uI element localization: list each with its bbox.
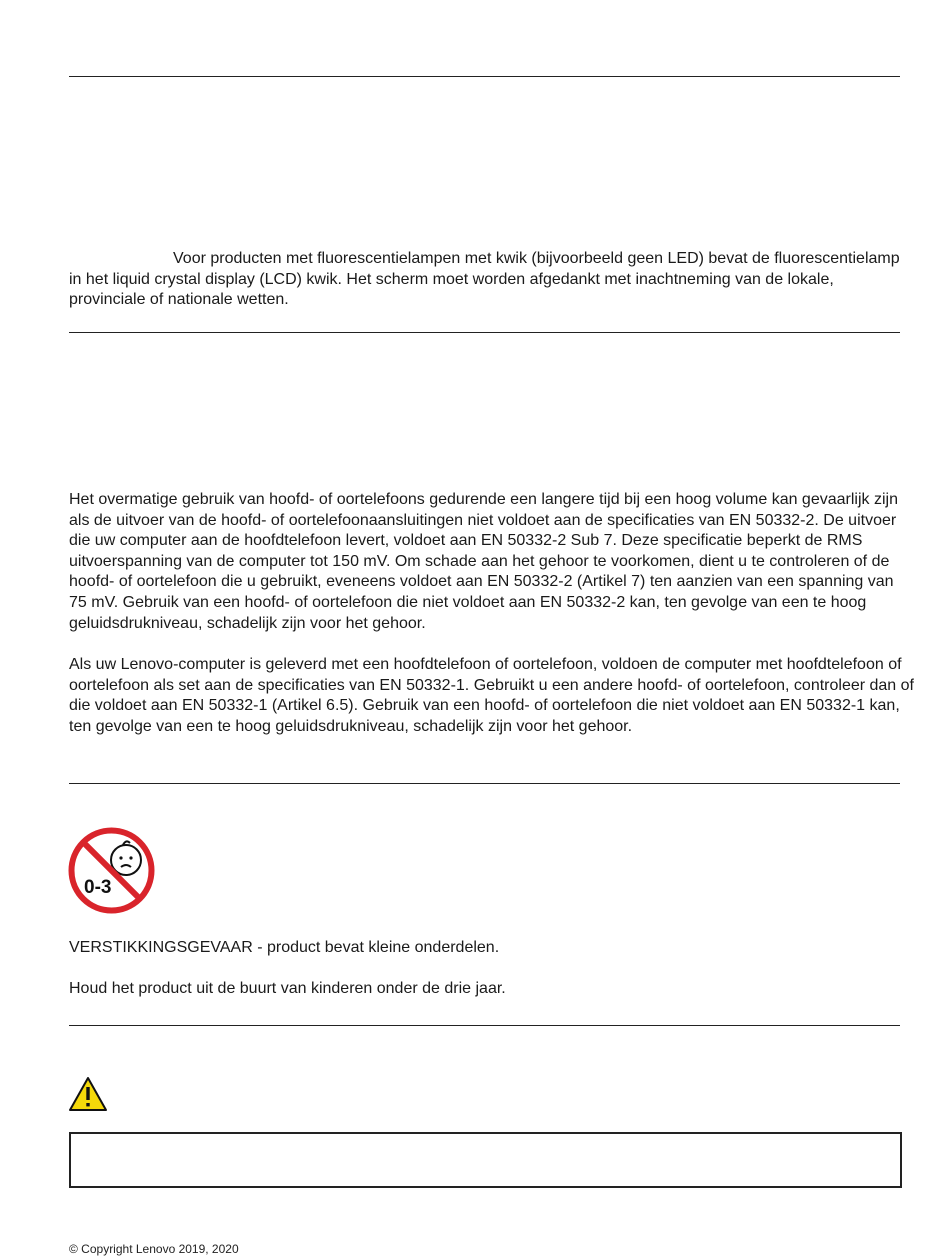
- warning-triangle-icon: [68, 1076, 108, 1112]
- section-divider: [69, 1025, 900, 1026]
- age-range-label: 0-3: [84, 877, 112, 898]
- caution-notice-box: [69, 1132, 902, 1188]
- section-divider: [69, 783, 900, 784]
- choking-instruction: Houd het product uit de buurt van kinderen onder de drie jaar.: [69, 980, 506, 997]
- no-children-under-3-icon: [68, 827, 155, 914]
- headphone-paragraph-1: Het overmatige gebruik van hoofd- of oortelefoons gedurende een langere tijd bij een hoog volume kan gevaarlijk zijn als de uitvoer van de hoofd- of oortelefoonaansluitingen niet voldoet aan de specificaties van EN 50332-2. De uitvoer die uw computer aan de hoofdtelefoon levert, voldoet aan EN 50332-2 Sub 7. Deze specificatie beperkt de RMS uitvoerspanning van de computer tot 150 mV. Om schade aan het gehoor te voorkomen, dient u te controleren of de hoofd- of oortelefoon die u gebruikt, eveneens voldoet aan EN 50332-2 (Artikel 7) ten aanzien van een spanning van 75 mV. Gebruik van een hoofd- of oortelefoon die niet voldoet aan EN 50332-2 kan, ten gevolge van een te hoog geluidsdrukniveau, schadelijk zijn voor het gehoor.: [69, 491, 898, 632]
- choking-warning: VERSTIKKINGSGEVAAR - product bevat kleine onderdelen.: [69, 939, 500, 956]
- section-divider: [69, 332, 900, 333]
- lcd-mercury-paragraph: [69, 249, 914, 311]
- headphone-paragraph-2: Als uw Lenovo-computer is geleverd met een hoofdtelefoon of oortelefoon, voldoen de computer met hoofdtelefoon of oortelefoon als set aan de specificaties van EN 50332-1. Gebruikt u een andere hoofd- of oortelefoon, controleer dan of die voldoet aan EN 50332-1 (Artikel 6.5). Gebruik van een hoofd- of oortelefoon die niet voldoet aan EN 50332-1 kan, ten gevolge van een te hoog geluidsdrukniveau, schadelijk zijn voor het gehoor.: [69, 656, 914, 735]
- copyright-footer: © Copyright Lenovo 2019, 2020: [69, 1242, 239, 1256]
- section-divider: [69, 76, 900, 77]
- lcd-mercury-text: Voor producten met fluorescentielampen met kwik (bijvoorbeeld geen LED) bevat de fluorescentielamp in het liquid crystal display (LCD) kwik. Het scherm moet worden afgedankt met inachtneming van de lokale, provinciale of nationale wetten.: [69, 250, 900, 309]
